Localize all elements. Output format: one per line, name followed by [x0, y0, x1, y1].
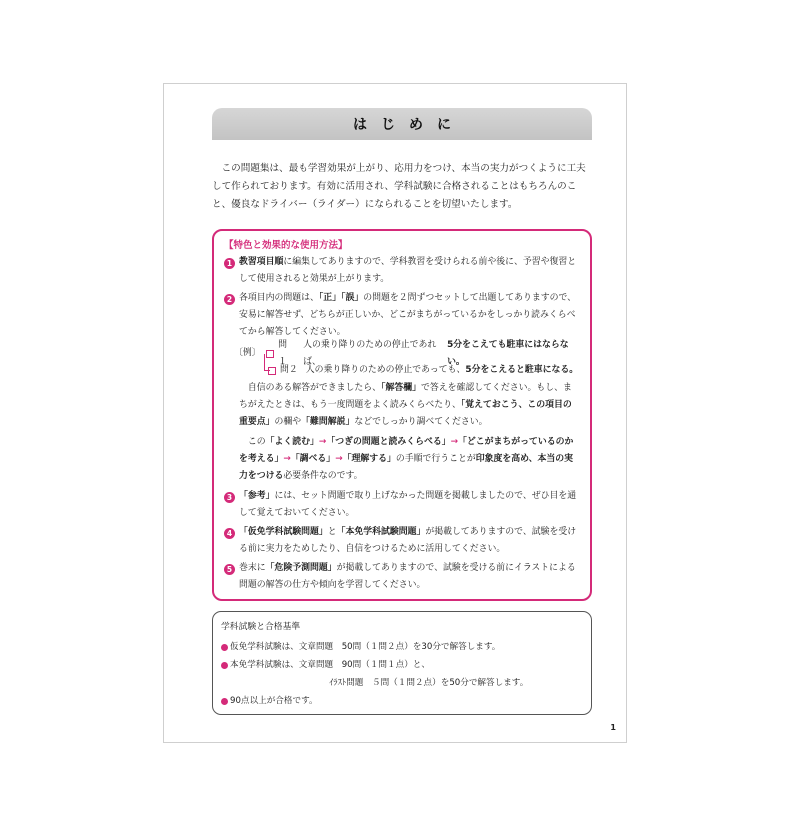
- feature-item-5: 5 巻末に「危険予測問題」が掲載してありますので、試験を受ける前にイラストによる問題の解答の仕方や傾向を学習してください。: [224, 560, 580, 594]
- bullet-icon: [221, 698, 228, 705]
- example-row-1: [234, 339, 580, 367]
- item1-text: に編集してありますので、学科教習を受けられる前や後に、予習や復習として使用されると効果が上がります。: [239, 257, 577, 284]
- exam-line-3: ｲﾗｽﾄ問題 ５問（１問２点）を50分で解答します。: [329, 678, 529, 688]
- exam-line-4: 90点以上が合格です。: [221, 692, 583, 710]
- number-2-icon: 2: [224, 294, 235, 305]
- example-block: [234, 339, 580, 379]
- explanation-paragraph-1: 自信のある解答ができましたら、「解答欄」で答えを確認してください。もし、まちがえたときは、もう一度問題をよく読みくらべたり、「覚えておこう、この項目の重要点」の欄や「難問解説」などでしっかり調べてください。: [239, 383, 572, 427]
- example-q2-label: 問２: [280, 365, 298, 375]
- example-q1-text: 人の乗り降りのための停止であれば、: [303, 339, 437, 367]
- number-5-icon: 5: [224, 564, 235, 575]
- example-branch-line: [264, 354, 270, 371]
- page-number: 1: [610, 723, 616, 732]
- feature-item-1: [224, 254, 580, 288]
- item2-bold: 「正」「誤」: [318, 293, 364, 303]
- number-3-icon: 3: [224, 492, 235, 503]
- example-q2-text: 人の乗り降りのための停止であっても、: [305, 365, 466, 375]
- arrow-icon: →: [318, 437, 327, 447]
- arrow-icon: →: [283, 454, 291, 464]
- features-heading: 【特色と効果的な使用方法】: [224, 240, 348, 251]
- title-bar: [212, 108, 592, 140]
- arrow-icon: →: [335, 454, 343, 464]
- features-box: [212, 229, 592, 601]
- feature-item-4: 4 「仮免学科試験問題」と「本免学科試験問題」が掲載してありますので、試験を受ける前に実力をためしたり、自信をつけるために活用してください。: [224, 524, 580, 558]
- exam-line-1: 仮免学科試験は、文章問題 50問（１問２点）を30分で解答します。: [221, 638, 583, 656]
- example-label: 〔例〕: [234, 348, 261, 358]
- bullet-icon: [221, 662, 228, 669]
- exam-heading: 学科試験と合格基準: [221, 622, 301, 632]
- example-row-2: [234, 362, 580, 379]
- example-q1-bold: 5分をこえても駐車にはならない。: [447, 339, 569, 367]
- feature-item-2: [224, 290, 580, 341]
- exam-line-2: 本免学科試験は、文章問題 90問（１問１点）と、: [221, 656, 583, 674]
- feature-item-3: 3 「参考」には、セット問題で取り上げなかった問題を掲載しましたので、ぜひ目を通して覚えておいてください。: [224, 488, 580, 522]
- page-title: はじめに: [353, 117, 465, 133]
- bullet-icon: [221, 644, 228, 651]
- item2-text-1: 各項目内の問題は、: [239, 293, 319, 303]
- example-q2-bold: 5分をこえると駐車になる。: [465, 365, 579, 375]
- number-1-icon: 1: [224, 258, 235, 269]
- item1-bold: 教習項目順: [239, 257, 284, 267]
- document-page: [163, 83, 627, 743]
- example-q1-label: 問１: [278, 339, 288, 367]
- exam-criteria-box: [212, 611, 592, 715]
- intro-paragraph: この問題集は、最も学習効果が上がり、応用力をつけ、本当の実力がつくように工夫して作られております。有効に活用され、学科試験に合格されることはもちろんのこと、優良なドライバー（ライダー）になられることを切望いたします。: [212, 163, 586, 210]
- explanation-paragraph-2: この「よく読む」→「つぎの問題と読みくらべる」→「どこがまちがっているのかを考える」→「調べる」→「理解する」の手順で行うことが印象度を高め、本当の実力をつける必要条件なのです。: [239, 437, 574, 481]
- item2-text-2: の問題を２問ずつセットして出題してありますので、安易に解答せず、どちらが正しいか、どこがまちがっているかをしっかり読みくらべてから解答してください。: [239, 293, 577, 337]
- number-4-icon: 4: [224, 528, 235, 539]
- arrow-icon: →: [450, 437, 459, 447]
